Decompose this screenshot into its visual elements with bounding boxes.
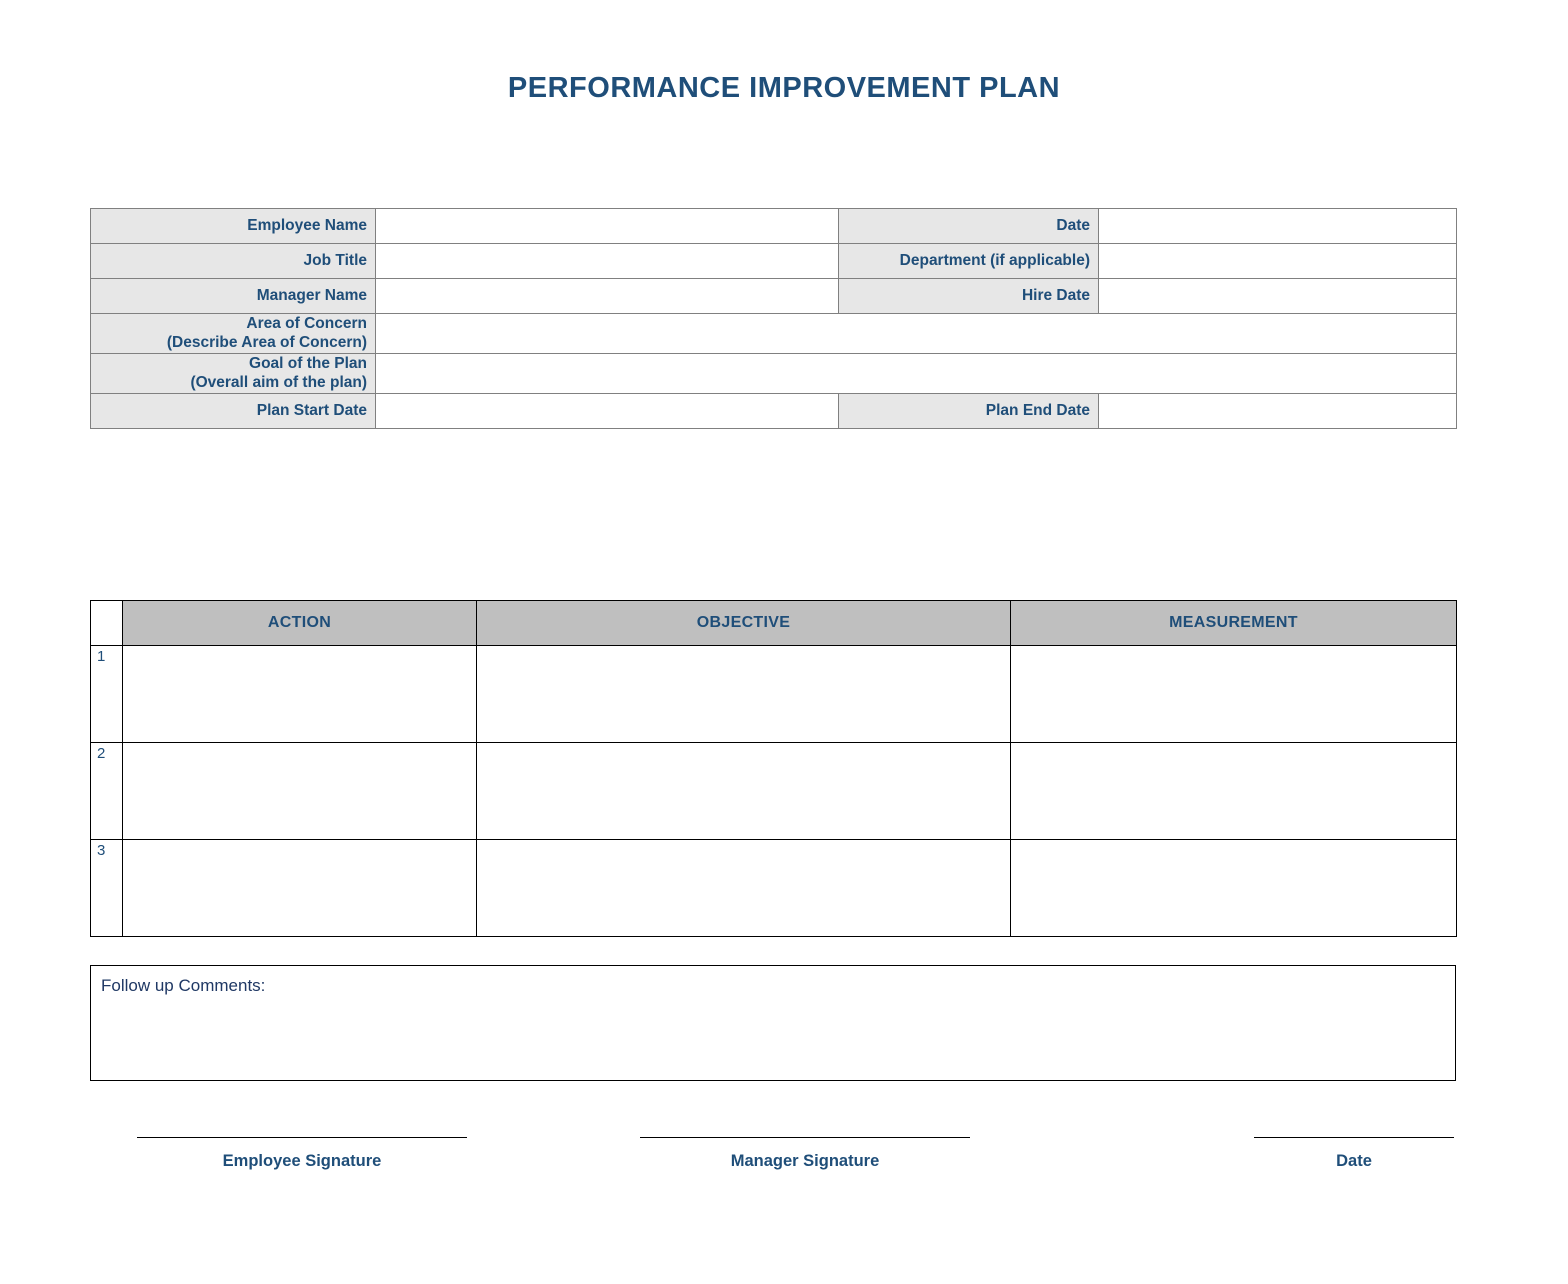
manager-name-label: Manager Name [91, 279, 376, 314]
area-of-concern-label-line2: (Describe Area of Concern) [166, 334, 367, 352]
table-row [91, 840, 1457, 937]
action-objective-measurement-table [90, 600, 1457, 937]
row-number: 1 [91, 646, 123, 743]
objective-cell[interactable] [477, 646, 1011, 743]
department-field[interactable] [1099, 244, 1457, 279]
manager-name-field[interactable] [376, 279, 839, 314]
signature-date-label: Date [1336, 1152, 1372, 1170]
action-cell[interactable] [123, 646, 477, 743]
area-of-concern-label [91, 314, 376, 354]
employee-signature-label: Employee Signature [222, 1152, 382, 1170]
row-number: 3 [91, 840, 123, 937]
manager-signature-label: Manager Signature [730, 1152, 880, 1170]
follow-up-comments-label: Follow up Comments: [101, 976, 266, 995]
plan-end-date-label: Plan End Date [839, 393, 1099, 428]
hire-date-label: Hire Date [839, 279, 1099, 314]
job-title-field[interactable] [376, 244, 839, 279]
employee-signature-line[interactable] [137, 1137, 467, 1138]
manager-signature-block [640, 1137, 970, 1171]
employee-info-table [90, 208, 1457, 429]
goal-of-plan-field[interactable] [376, 353, 1457, 393]
document-page [0, 72, 1568, 1284]
table-row [91, 209, 1457, 244]
follow-up-comments-box[interactable] [90, 965, 1456, 1081]
date-field[interactable] [1099, 209, 1457, 244]
employee-name-label: Employee Name [91, 209, 376, 244]
measurement-cell[interactable] [1011, 646, 1457, 743]
plan-end-date-field[interactable] [1099, 393, 1457, 428]
objective-header: OBJECTIVE [477, 601, 1011, 646]
signature-date-line[interactable] [1254, 1137, 1454, 1138]
row-number: 2 [91, 743, 123, 840]
action-cell[interactable] [123, 840, 477, 937]
measurement-header: MEASUREMENT [1011, 601, 1457, 646]
action-cell[interactable] [123, 743, 477, 840]
goal-of-plan-label [91, 353, 376, 393]
table-row [91, 279, 1457, 314]
measurement-cell[interactable] [1011, 743, 1457, 840]
table-header-row [91, 601, 1457, 646]
page-title: PERFORMANCE IMPROVEMENT PLAN [507, 72, 1061, 104]
manager-signature-line[interactable] [640, 1137, 970, 1138]
action-header: ACTION [123, 601, 477, 646]
date-label: Date [839, 209, 1099, 244]
plan-start-date-label: Plan Start Date [91, 393, 376, 428]
area-of-concern-field[interactable] [376, 314, 1457, 354]
hire-date-field[interactable] [1099, 279, 1457, 314]
objective-cell[interactable] [477, 743, 1011, 840]
job-title-label: Job Title [91, 244, 376, 279]
table-row [91, 353, 1457, 393]
department-label: Department (if applicable) [839, 244, 1099, 279]
row-number-header [91, 601, 123, 646]
table-row [91, 244, 1457, 279]
table-row [91, 743, 1457, 840]
table-row [91, 646, 1457, 743]
table-row [91, 393, 1457, 428]
objective-cell[interactable] [477, 840, 1011, 937]
goal-of-plan-label-line1: Goal of the Plan [249, 354, 367, 372]
plan-start-date-field[interactable] [376, 393, 839, 428]
area-of-concern-label-line1: Area of Concern [246, 315, 367, 332]
table-row [91, 314, 1457, 354]
employee-signature-block [137, 1137, 467, 1171]
signature-date-block [1254, 1137, 1454, 1171]
goal-of-plan-label-line2: (Overall aim of the plan) [190, 374, 367, 392]
measurement-cell[interactable] [1011, 840, 1457, 937]
employee-name-field[interactable] [376, 209, 839, 244]
